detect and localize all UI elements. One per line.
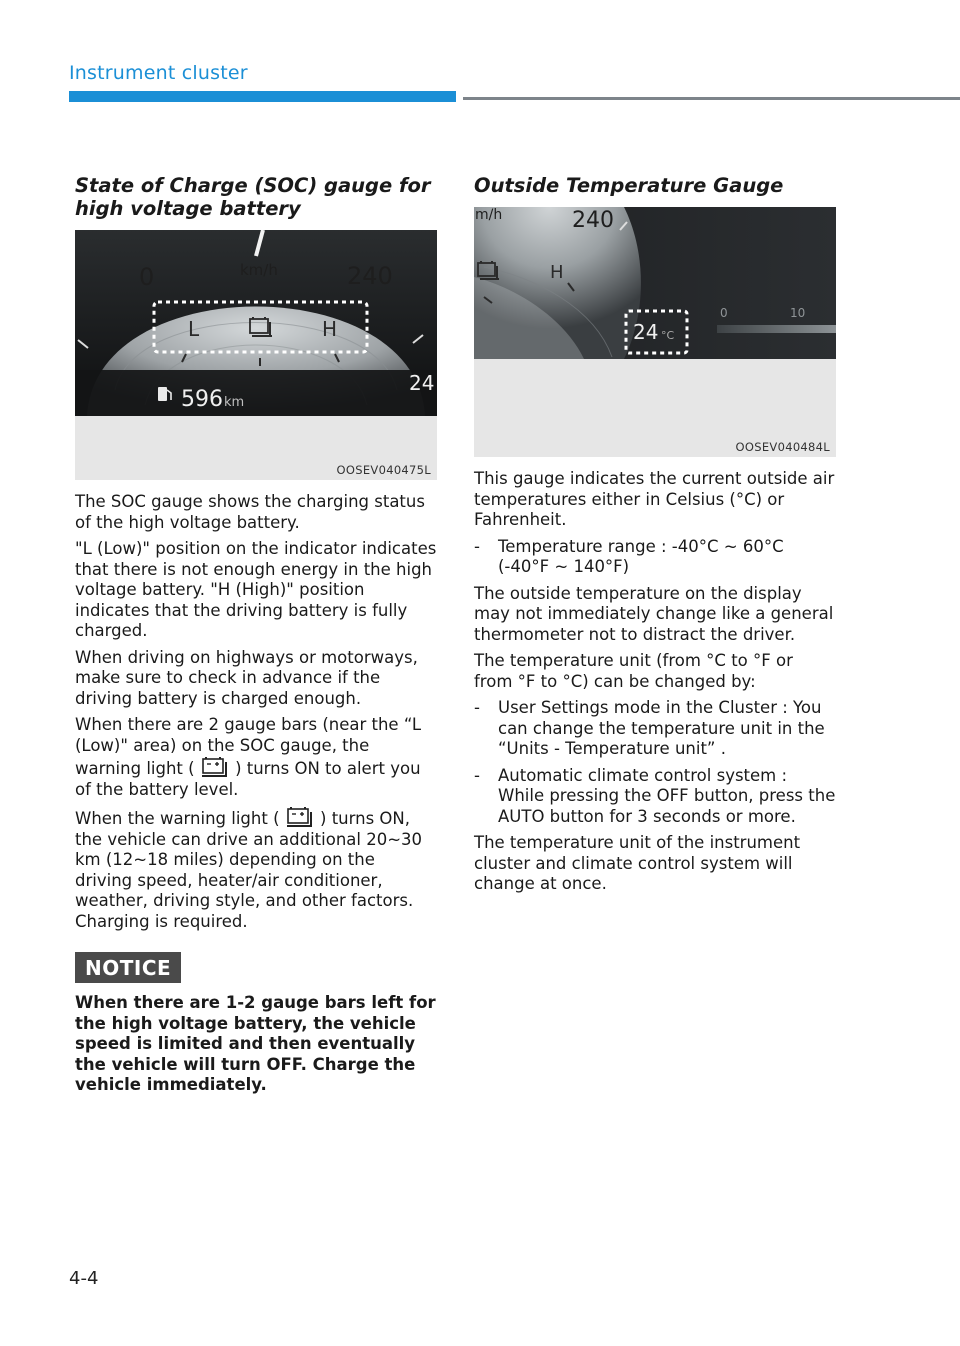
low-label: L xyxy=(188,317,200,341)
figure-code: OOSEV040475L xyxy=(336,463,431,477)
temp-range-bullet xyxy=(474,537,836,578)
figure-code: OOSEV040484L xyxy=(735,440,830,454)
high-label: H xyxy=(550,262,564,283)
header-rule xyxy=(463,97,960,100)
bullet-dash: - xyxy=(474,765,480,785)
temp-paragraph-3: The temperature unit (from °C to °F or from °F to °C) can be changed by: xyxy=(474,651,793,691)
temp-unit: °C xyxy=(661,329,675,342)
high-label: H xyxy=(322,317,338,341)
soc-paragraph-1: The SOC gauge shows the charging status of the high voltage battery. xyxy=(75,492,425,532)
outside-temp-figure xyxy=(474,207,836,457)
outside-temp-heading: Outside Temperature Gauge xyxy=(474,174,784,197)
bullet-text: User Settings mode in the Cluster : You can change the temperature unit in the “Units - Temperature unit” . xyxy=(498,698,825,758)
scale-0-label: 0 xyxy=(720,306,728,320)
bullet-dash: - xyxy=(474,536,480,556)
right-column xyxy=(474,174,836,901)
scale-10-label: 10 xyxy=(790,306,806,320)
speed-unit-partial: m/h xyxy=(475,207,503,223)
left-column xyxy=(75,174,437,1096)
soc-paragraph-2: "L (Low)" position on the indicator indicates that there is not enough energy in the high voltage battery. "H (High)" position indicates that the driving battery is fully charged. xyxy=(75,539,437,640)
soc-paragraph-5 xyxy=(75,806,437,932)
speed-min-label: 0 xyxy=(139,263,155,291)
soc-paragraph-5-end: ) turns ON, the vehicle can drive an additional 20~30 km (12~18 miles) depending on the driving speed, heater/air conditioner, weather, driving style, and other factors. Charging is required. xyxy=(75,809,423,931)
partial-value: 24 xyxy=(409,371,435,395)
notice-label: NOTICE xyxy=(75,952,181,983)
soc-paragraph-4 xyxy=(75,715,437,800)
bullet-text: Automatic climate control system : While pressing the OFF button, press the AUTO button for 3 seconds or more. xyxy=(498,765,836,826)
temp-value: 24 xyxy=(633,320,659,344)
section-title: Instrument cluster xyxy=(69,62,248,84)
temp-paragraph-4: The temperature unit of the instrument cluster and climate control system will change at once. xyxy=(474,833,801,893)
bullet-dash: - xyxy=(474,698,480,717)
user-settings-bullet xyxy=(474,698,836,760)
bullet-text: Temperature range : -40°C ~ 60°C (-40°F ~ 140°F) xyxy=(498,536,784,576)
temp-paragraph-1: This gauge indicates the current outside air temperatures either in Celsius (°C) or Fahrenheit. xyxy=(474,469,835,529)
scale-bar xyxy=(717,325,836,333)
outside-temp-illustration xyxy=(474,207,836,457)
notice-text: When there are 1-2 gauge bars left for the high voltage battery, the vehicle speed is limited and then eventually the vehicle will turn OFF. Charge the vehicle immediately. xyxy=(75,993,436,1094)
soc-gauge-illustration xyxy=(75,230,437,480)
soc-gauge-figure xyxy=(75,230,437,480)
speed-unit-label: km/h xyxy=(240,261,278,279)
soc-paragraph-4-start: When there are 2 gauge bars (near the “L (Low)" area) on the SOC gauge, the warning light ( xyxy=(75,715,422,778)
climate-control-bullet xyxy=(474,766,836,828)
soc-gauge-heading: State of Charge (SOC) gauge for high voltage battery xyxy=(75,174,431,220)
header-rule-accent xyxy=(69,91,456,102)
speed-max-label: 240 xyxy=(572,208,614,233)
speed-max-label: 240 xyxy=(347,262,393,290)
soc-paragraph-5-start: When the warning light ( xyxy=(75,809,280,828)
range-unit: km xyxy=(224,395,245,410)
temp-paragraph-2: The outside temperature on the display may not immediately change like a general thermometer not to distract the driver. xyxy=(474,583,834,644)
page-number: 4-4 xyxy=(69,1268,99,1289)
soc-paragraph-3: When driving on highways or motorways, make sure to check in advance if the driving battery is charged enough. xyxy=(75,647,418,708)
soc-paragraph-4-end: ) turns ON to alert you of the battery level. xyxy=(75,759,421,799)
range-value: 596 xyxy=(181,387,223,412)
battery-warning-icon xyxy=(285,806,315,828)
battery-warning-icon xyxy=(200,756,230,778)
